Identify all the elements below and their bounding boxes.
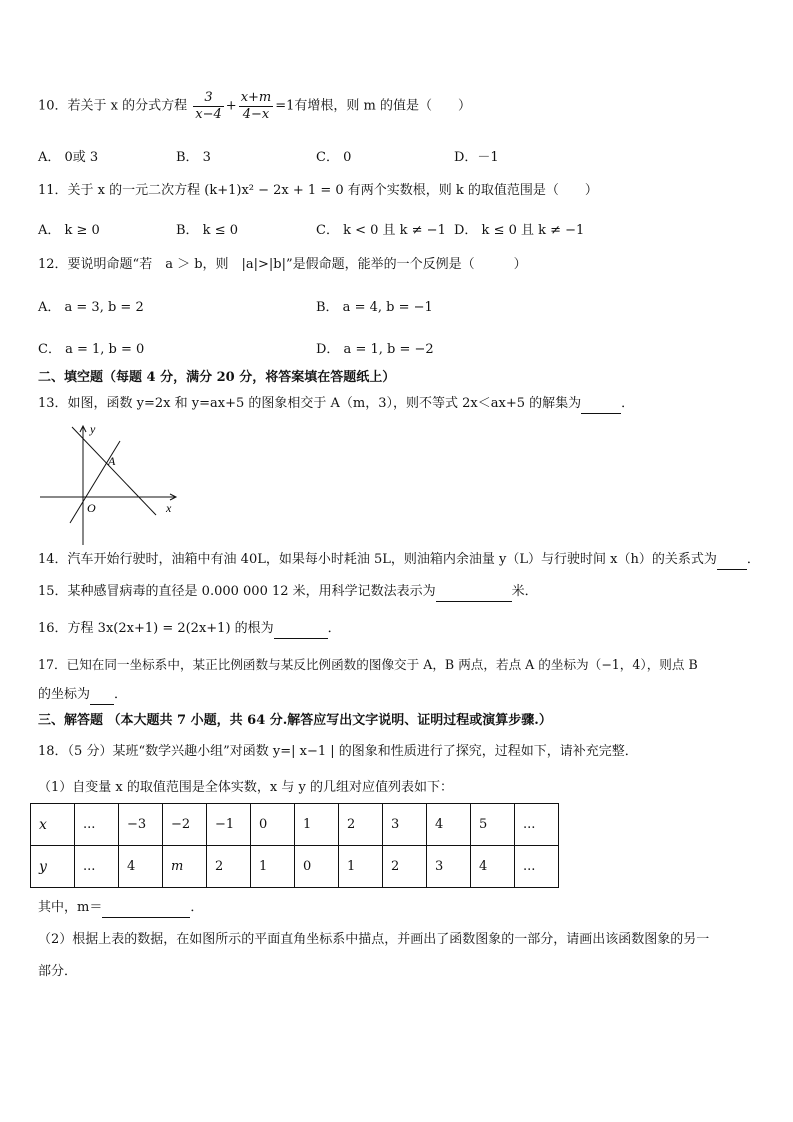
- q10-suffix: =1有增根，则 m 的值是（ ）: [275, 98, 472, 114]
- q13-end: ．: [621, 396, 635, 411]
- q10-option-c: C． 0: [316, 150, 352, 165]
- q10-option-b: B． 3: [176, 150, 211, 165]
- q10-prefix: 10．若关于 x 的分式方程: [38, 98, 188, 114]
- q16-answer-blank: [274, 620, 328, 639]
- q13-graph: [36, 420, 186, 550]
- table-cell: 4: [427, 804, 471, 846]
- line-y-equals-ax-plus-5: [72, 427, 156, 515]
- q10-frac1-denominator: x−4: [195, 107, 222, 122]
- question-16: [38, 620, 341, 639]
- q17-answer-blank: [90, 686, 114, 705]
- q10-option-a: A． 0或 3: [38, 150, 99, 165]
- table-cell: ...: [75, 846, 119, 888]
- x-axis-label: x: [166, 501, 172, 515]
- q10-option-d: D．－1: [454, 150, 499, 165]
- q12-option-b: B． a = 4, b = −1: [316, 300, 433, 315]
- q17-end: ．: [114, 687, 128, 702]
- q11-option-d: D． k ≤ 0 且 k ≠ −1: [454, 223, 585, 238]
- table-cell: −2: [163, 804, 207, 846]
- table-cell: m: [163, 846, 207, 888]
- table-row-y: [31, 846, 559, 888]
- table-cell: 0: [251, 804, 295, 846]
- question-15: [38, 583, 538, 602]
- question-11: 11．关于 x 的一元二次方程 (k+1)x² − 2x + 1 = 0 有两个实数根，则 k 的取值范围是（ ）: [38, 183, 598, 198]
- q12-option-d: D． a = 1, b = −2: [316, 342, 434, 357]
- q10-fraction-1: [193, 90, 224, 123]
- question-18-part-1: （1）自变量 x 的取值范围是全体实数，x 与 y 的几组对应值列表如下：: [38, 780, 453, 795]
- q10-frac2-denominator: 4−x: [242, 107, 270, 122]
- q11-option-a: A． k ≥ 0: [38, 223, 100, 238]
- question-18-part-2-line-2: 部分．: [38, 964, 78, 979]
- q10-frac1-numerator: 3: [193, 90, 224, 107]
- table-cell: 2: [383, 846, 427, 888]
- table-cell: 3: [427, 846, 471, 888]
- table-cell: −1: [207, 804, 251, 846]
- table-cell: 4: [471, 846, 515, 888]
- q14-text: 14．汽车开始行驶时，油箱中有油 40L，如果每小时耗油 5L，则油箱内余油量 y（L）与行驶时间 x（h）的关系式为: [38, 552, 717, 567]
- table-cell: ...: [515, 846, 559, 888]
- question-12: 12．要说明命题“若 a ＞ b，则 |a|>|b|”是假命题，能举的一个反例是（ ）: [38, 257, 527, 272]
- table-cell: 4: [119, 846, 163, 888]
- q13-answer-blank: [581, 395, 621, 414]
- question-18-intro: 18．（5 分）某班“数学兴趣小组”对函数 y=| x−1 | 的图象和性质进行了探究，过程如下，请补充完整．: [38, 744, 638, 759]
- table-cell: ...: [515, 804, 559, 846]
- q14-end: ．: [746, 552, 760, 567]
- q16-end: ．: [327, 621, 341, 636]
- table-cell: y: [31, 846, 75, 888]
- q17-line2-text: 的坐标为: [38, 687, 91, 702]
- q15-answer-blank: [436, 583, 512, 602]
- table-cell: 3: [383, 804, 427, 846]
- table-cell: 1: [295, 804, 339, 846]
- q12-option-a: A． a = 3, b = 2: [38, 300, 144, 315]
- question-14: [38, 551, 760, 570]
- q15-end: 米．: [511, 584, 538, 599]
- q18-where-end: ．: [190, 900, 204, 915]
- value-table: [30, 803, 559, 888]
- question-17-line-2: [38, 686, 127, 705]
- question-18-where: [38, 899, 203, 918]
- table-cell: x: [31, 804, 75, 846]
- table-cell: 0: [295, 846, 339, 888]
- question-18-part-2-line-1: （2）根据上表的数据，在如图所示的平面直角坐标系中描点，并画出了函数图象的一部分，请画出该函数图象的另一: [38, 932, 710, 947]
- point-a-label: A: [108, 454, 116, 468]
- q10-fraction-2: [239, 90, 274, 123]
- q18-where-text: 其中，m＝: [38, 900, 103, 915]
- question-17-line-1: 17．已知在同一坐标系中，某正比例函数与某反比例函数的图像交于 A，B 两点，若点 A 的坐标为（−1，4），则点 B: [38, 657, 698, 672]
- q12-option-c: C． a = 1, b = 0: [38, 342, 145, 357]
- q18-answer-blank: [102, 899, 190, 918]
- q10-frac2-numerator: x+m: [240, 90, 272, 105]
- q11-option-c: C． k < 0 且 k ≠ −1: [316, 223, 446, 238]
- q14-answer-blank: [717, 551, 747, 570]
- origin-label: O: [87, 501, 96, 515]
- table-cell: 1: [339, 846, 383, 888]
- table-cell: 2: [207, 846, 251, 888]
- question-13: [38, 395, 634, 414]
- q13-text: 13．如图，函数 y=2x 和 y=ax+5 的图象相交于 A（m，3），则不等式 2x＜ax+5 的解集为: [38, 396, 582, 411]
- q15-text: 15．某种感冒病毒的直径是 0.000 000 12 米，用科学记数法表示为: [38, 584, 436, 599]
- table-row-x: [31, 804, 559, 846]
- table-cell: 2: [339, 804, 383, 846]
- q16-text: 16．方程 3x(2x+1) = 2(2x+1) 的根为: [38, 621, 274, 636]
- table-cell: 5: [471, 804, 515, 846]
- q10-plus: +: [225, 98, 237, 114]
- section-3-title: 三、解答题 （本大题共 7 小题，共 64 分.解答应写出文字说明、证明过程或演算步骤.）: [38, 713, 552, 728]
- y-axis-label: y: [90, 422, 96, 436]
- question-10: [38, 90, 471, 123]
- table-cell: 1: [251, 846, 295, 888]
- q11-option-b: B． k ≤ 0: [176, 223, 238, 238]
- table-cell: −3: [119, 804, 163, 846]
- table-cell: ...: [75, 804, 119, 846]
- section-2-title: 二、填空题（每题 4 分，满分 20 分，将答案填在答题纸上）: [38, 370, 396, 385]
